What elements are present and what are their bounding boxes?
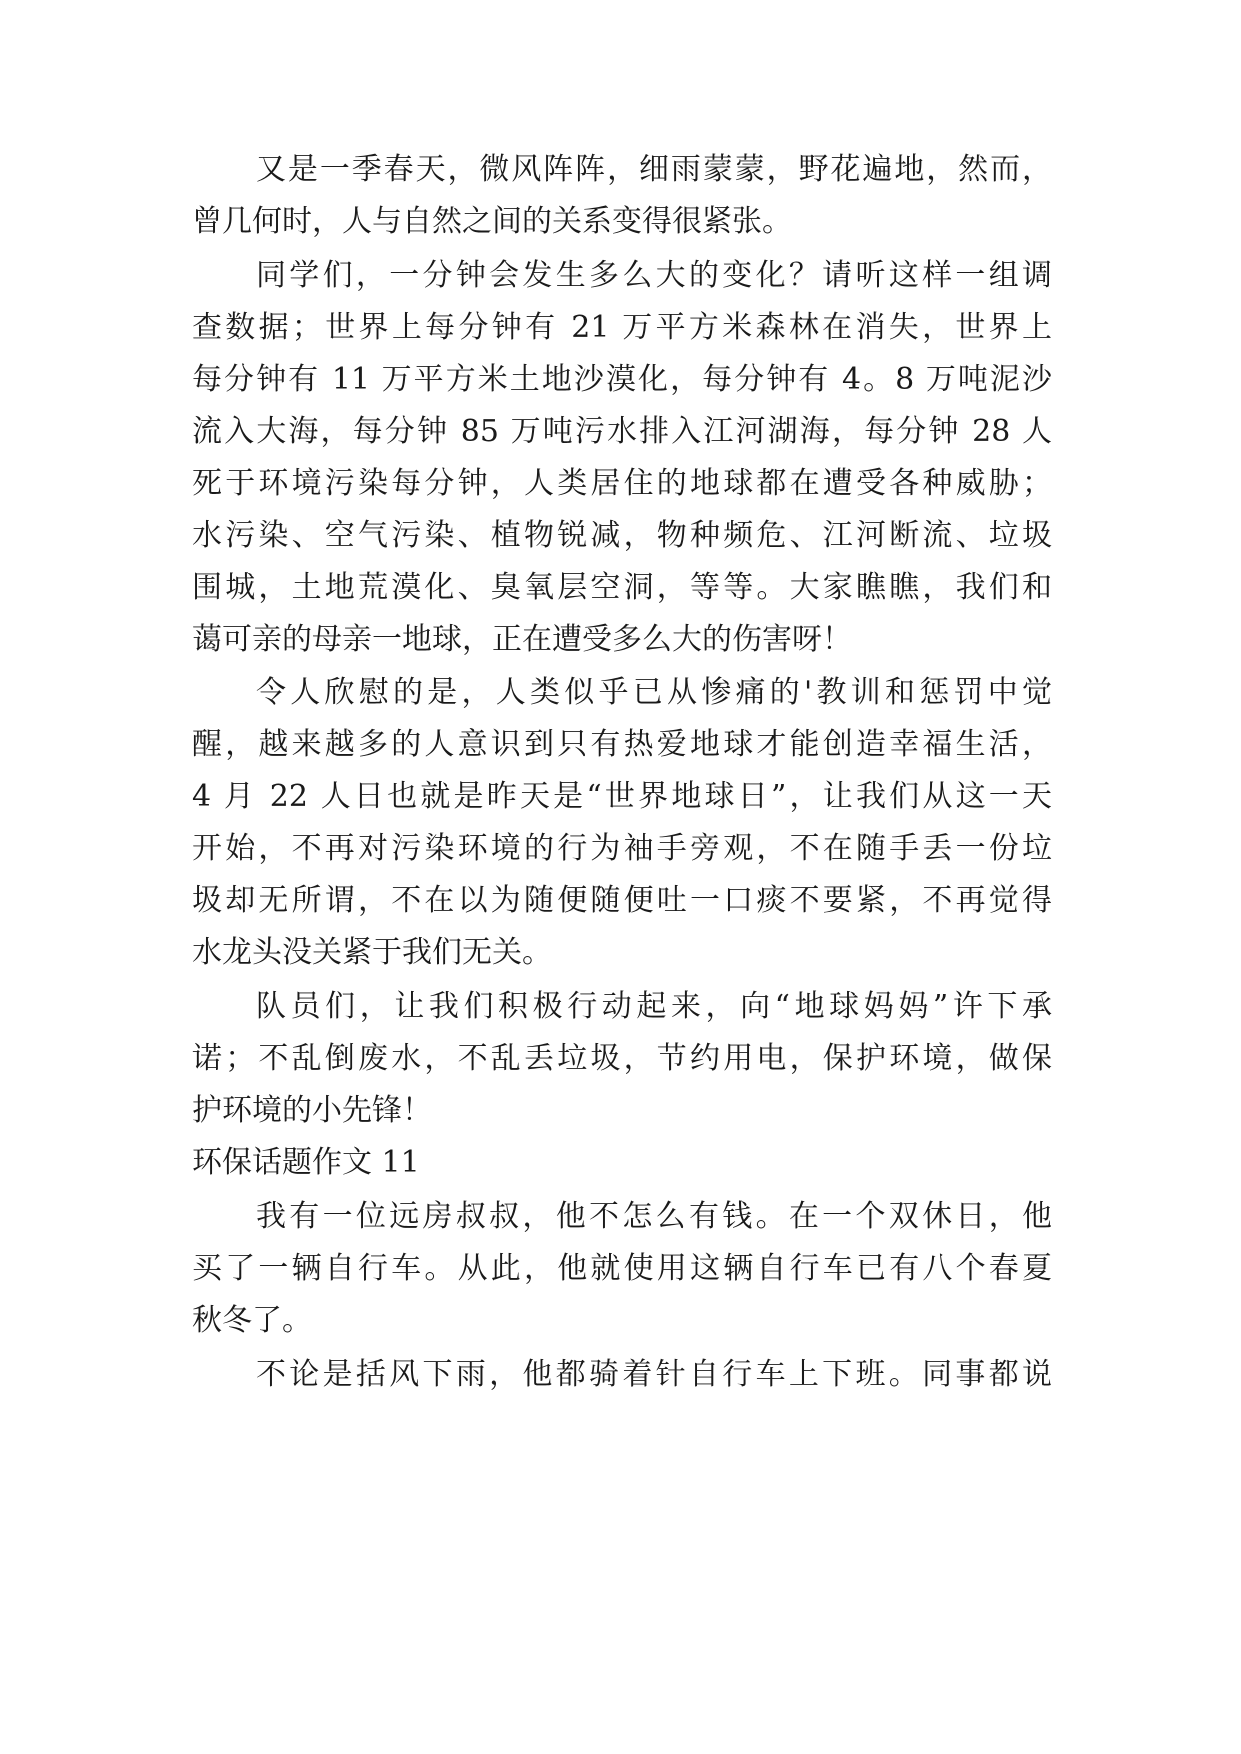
paragraph-2-line-3: 每分钟有 11 万平方米土地沙漠化，每分钟有 4。8 万吨泥沙	[192, 362, 1052, 397]
paragraph-6-line-1: 不论是括风下雨，他都骑着针自行车上下班。同事都说	[256, 1357, 1052, 1392]
paragraph-5-line-3: 秋冬了。	[192, 1303, 312, 1338]
paragraph-2-line-4: 流入大海，每分钟 85 万吨污水排入江河湖海，每分钟 28 人	[192, 414, 1052, 449]
section-heading: 环保话题作文 11	[192, 1145, 420, 1180]
paragraph-1-line-2: 曾几何时，人与自然之间的关系变得很紧张。	[192, 204, 792, 239]
paragraph-4-line-1: 队员们，让我们积极行动起来，向“地球妈妈”许下承	[256, 989, 1052, 1024]
paragraph-2-line-8: 蔼可亲的母亲一地球，正在遭受多么大的伤害呀！	[192, 622, 852, 657]
paragraph-3-line-6: 水龙头没关紧于我们无关。	[192, 935, 552, 970]
paragraph-1-line-1: 又是一季春天，微风阵阵，细雨蒙蒙，野花遍地，然而，	[256, 152, 1052, 187]
paragraph-5-line-1: 我有一位远房叔叔，他不怎么有钱。在一个双休日，他	[256, 1199, 1052, 1234]
paragraph-2-line-2: 查数据；世界上每分钟有 21 万平方米森林在消失，世界上	[192, 310, 1052, 345]
paragraph-2-line-5: 死于环境污染每分钟，人类居住的地球都在遭受各种威胁；	[192, 466, 1052, 501]
paragraph-3-line-4: 开始，不再对污染环境的行为袖手旁观，不在随手丢一份垃	[192, 831, 1052, 866]
paragraph-4-line-3: 护环境的小先锋！	[192, 1093, 432, 1128]
paragraph-4-line-2: 诺；不乱倒废水，不乱丢垃圾，节约用电，保护环境，做保	[192, 1041, 1052, 1076]
paragraph-3-line-3: 4 月 22 人日也就是昨天是“世界地球日”，让我们从这一天	[192, 779, 1052, 814]
paragraph-2-line-6: 水污染、空气污染、植物锐减，物种频危、江河断流、垃圾	[192, 518, 1052, 553]
paragraph-3-line-1: 令人欣慰的是，人类似乎已从惨痛的'教训和惩罚中觉	[256, 675, 1052, 710]
paragraph-5-line-2: 买了一辆自行车。从此，他就使用这辆自行车已有八个春夏	[192, 1251, 1052, 1286]
paragraph-3-line-2: 醒，越来越多的人意识到只有热爱地球才能创造幸福生活，	[192, 727, 1052, 762]
paragraph-2-line-7: 围城，土地荒漠化、臭氧层空洞，等等。大家瞧瞧，我们和	[192, 570, 1052, 605]
paragraph-2-line-1: 同学们，一分钟会发生多么大的变化？请听这样一组调	[256, 258, 1052, 293]
paragraph-3-line-5: 圾却无所谓，不在以为随便随便吐一口痰不要紧，不再觉得	[192, 883, 1052, 918]
